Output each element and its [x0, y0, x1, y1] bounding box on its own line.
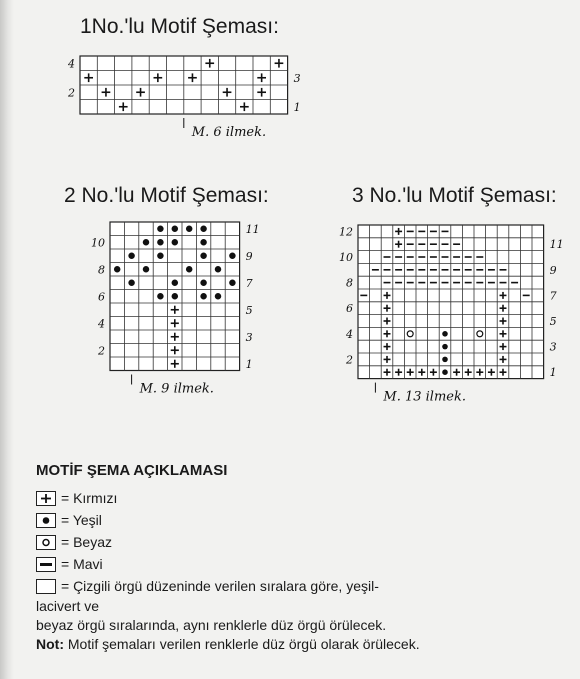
chart-stitch-count: M. 9 ilmek. — [139, 381, 214, 397]
legend-continuation-1: lacivert ve — [36, 598, 100, 614]
row-number-left: 4 — [68, 57, 75, 71]
legend-item-label: = Kırmızı — [61, 490, 118, 506]
plus-icon — [36, 491, 56, 506]
row-number-right: 1 — [245, 357, 253, 371]
legend-item-green — [36, 509, 566, 531]
row-number-left: 8 — [346, 276, 353, 290]
row-number-left: 12 — [339, 225, 353, 239]
dot-mark — [157, 239, 163, 245]
row-number-left: 2 — [68, 86, 75, 100]
dot-mark — [172, 226, 178, 232]
legend-item-empty — [36, 575, 566, 597]
dot-mark — [200, 226, 206, 232]
row-number-left: 4 — [346, 327, 353, 341]
dot-mark — [128, 280, 134, 286]
dot-mark — [442, 331, 448, 337]
row-number-right: 11 — [245, 222, 260, 236]
dot-icon — [36, 513, 56, 528]
dot-mark — [200, 280, 206, 286]
dash-icon — [36, 557, 56, 572]
row-number-right: 1 — [293, 100, 301, 114]
row-number-right: 3 — [245, 330, 253, 344]
empty-square-icon — [36, 579, 56, 594]
legend — [36, 462, 566, 654]
dot-mark — [229, 253, 235, 259]
row-number-right: 7 — [245, 276, 253, 290]
legend-item-white — [36, 531, 566, 553]
legend-item-red — [36, 487, 566, 509]
dot-mark — [114, 266, 120, 272]
legend-item-label: = Çizgili örgü düzeninde verilen sıralara göre, yeşil- — [61, 578, 379, 594]
circle-icon — [36, 535, 56, 550]
note-label: Not: — [36, 636, 64, 652]
dot-mark — [172, 280, 178, 286]
note-text: Motif şemaları verilen renklerle düz örgü olarak örülecek. — [64, 636, 420, 652]
chart-stitch-count: M. 13 ilmek. — [383, 389, 467, 405]
row-number-left: 6 — [346, 302, 353, 316]
row-number-right: 9 — [245, 249, 253, 263]
row-number-right: 3 — [549, 340, 557, 354]
dot-mark — [157, 293, 163, 299]
dot-mark — [215, 293, 221, 299]
row-number-left: 6 — [98, 290, 105, 304]
legend-item-label: = Yeşil — [61, 512, 102, 528]
dot-mark — [186, 266, 192, 272]
chart-1-title: 1No.'lu Motif Şeması: — [80, 15, 279, 38]
row-number-right: 3 — [293, 71, 301, 85]
legend-item-blue — [36, 553, 566, 575]
dot-mark — [229, 280, 235, 286]
dot-mark — [200, 253, 206, 259]
dot-mark — [157, 253, 163, 259]
dot-mark — [215, 266, 221, 272]
row-number-left: 8 — [98, 263, 105, 277]
dot-mark — [442, 344, 448, 350]
legend-continuation-2: beyaz örgü sıralarında, aynı renklerle düz örgü örülecek. — [36, 617, 387, 633]
row-number-left: 4 — [98, 317, 105, 331]
legend-heading: MOTİF ŞEMA AÇIKLAMASI — [36, 462, 228, 479]
row-number-left: 2 — [346, 353, 353, 367]
row-number-right: 9 — [549, 263, 557, 277]
legend-item-label: = Beyaz — [61, 534, 112, 550]
chart-stitch-count: M. 6 ilmek. — [191, 125, 267, 140]
dot-mark — [143, 266, 149, 272]
chart-2-title: 2 No.'lu Motif Şeması: — [64, 184, 269, 207]
legend-note — [36, 635, 566, 654]
row-number-right: 1 — [549, 366, 557, 380]
row-number-right: 5 — [245, 303, 253, 317]
dot-mark — [442, 369, 448, 375]
row-number-left: 10 — [339, 251, 353, 264]
row-number-right: 5 — [549, 315, 557, 328]
row-number-right: 11 — [549, 238, 564, 252]
dot-mark — [200, 239, 206, 245]
legend-item-label: = Mavi — [61, 556, 103, 572]
row-number-left: 2 — [98, 344, 105, 358]
row-number-right: 7 — [549, 289, 557, 303]
dot-mark — [128, 253, 134, 259]
dot-mark — [172, 293, 178, 299]
chart-3-title: 3 No.'lu Motif Şeması: — [352, 184, 557, 207]
dot-mark — [143, 239, 149, 245]
dot-mark — [200, 293, 206, 299]
dot-mark — [442, 357, 448, 363]
dot-mark — [172, 239, 178, 245]
dot-mark — [157, 226, 163, 232]
dot-mark — [186, 226, 192, 232]
row-number-left: 10 — [91, 236, 105, 250]
